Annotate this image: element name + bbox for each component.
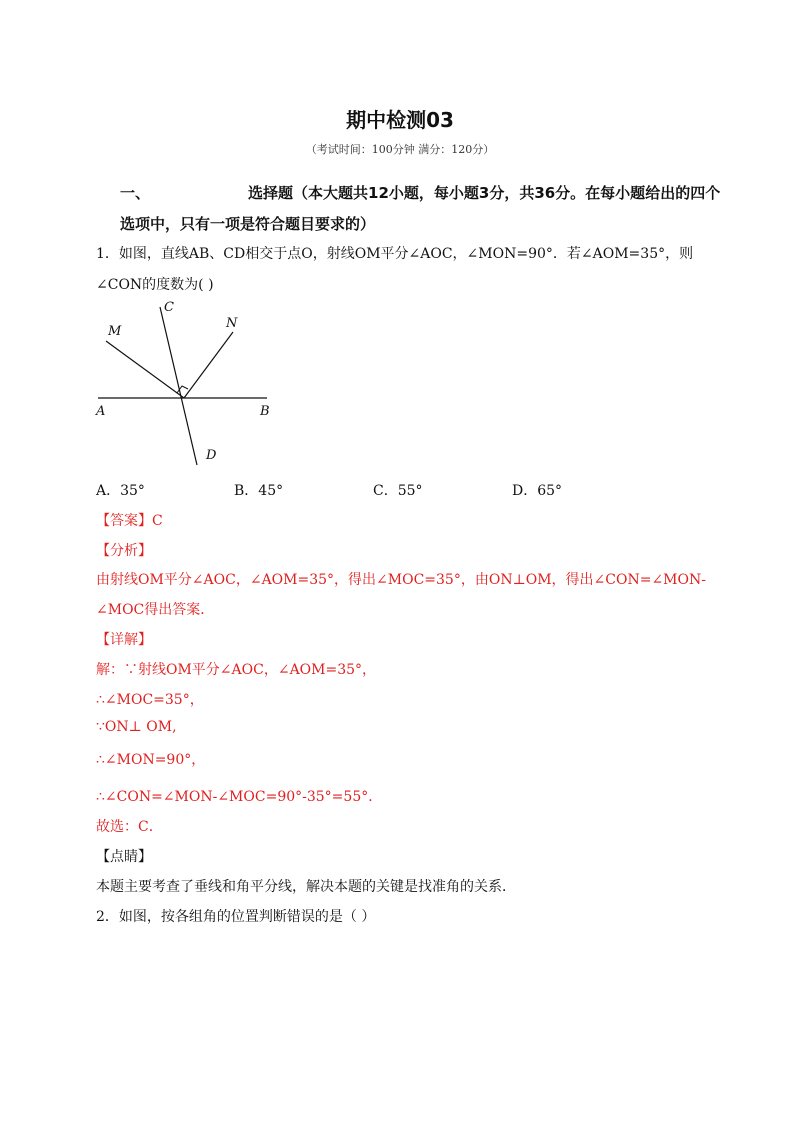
option-c: C．55°	[373, 483, 423, 499]
question1-figure	[90, 295, 280, 470]
analysis-line2: ∠MOC得出答案．	[96, 602, 215, 618]
comment-text: 本题主要考查了垂线和角平分线，解决本题的关键是找准角的关系．	[96, 879, 516, 895]
exam-info: （考试时间：100分钟 满分：120分）	[305, 143, 495, 156]
label-c: C	[164, 300, 174, 315]
question1-text-line1: 1．如图，直线AB、CD相交于点O，射线OM平分∠AOC，∠MON=90°．若∠AOM=35°，则	[96, 246, 694, 262]
option-d: D．65°	[512, 483, 563, 499]
page-title: 期中检测03	[346, 108, 454, 132]
detail-line: ∴∠MOC=35°，	[96, 692, 204, 708]
ray-om	[106, 341, 184, 398]
label-d: D	[206, 448, 217, 463]
detail-tag: 【详解】	[96, 632, 152, 648]
analysis-line1: 由射线OM平分∠AOC，∠AOM=35°，得出∠MOC=35°，由ON⊥OM，得出∠CON=∠MON-	[96, 572, 706, 588]
answer-tag: 【答案】C	[96, 513, 163, 529]
detail-line: ∴∠MON=90°，	[96, 752, 206, 768]
detail-line: ∵ON⊥ OM,	[96, 719, 177, 735]
section-number: 一、	[120, 184, 151, 202]
option-a: A．35°	[96, 483, 145, 499]
question2-text: 2．如图，按各组角的位置判断错误的是（ ）	[96, 909, 376, 925]
option-b: B．45°	[234, 483, 284, 499]
section-heading-line2: 选项中，只有一项是符合题目要求的）	[120, 215, 376, 233]
question1-text-line2: ∠CON的度数为( )	[96, 277, 214, 293]
comment-tag: 【点睛】	[96, 849, 152, 865]
ray-on	[184, 332, 233, 398]
detail-line: 解：∵射线OM平分∠AOC，∠AOM=35°，	[96, 662, 377, 678]
label-m: M	[108, 324, 122, 339]
analysis-tag: 【分析】	[96, 543, 152, 559]
section-heading-line1: 选择题（本大题共12小题，每小题3分，共36分。在每小题给出的四个	[248, 184, 721, 202]
line-cd	[160, 307, 197, 465]
label-n: N	[226, 316, 238, 331]
detail-line: ∴∠CON=∠MON-∠MOC=90°-35°=55°．	[96, 789, 383, 805]
label-a: A	[96, 404, 106, 419]
detail-line: 故选：C．	[96, 819, 163, 835]
label-b: B	[260, 404, 270, 419]
